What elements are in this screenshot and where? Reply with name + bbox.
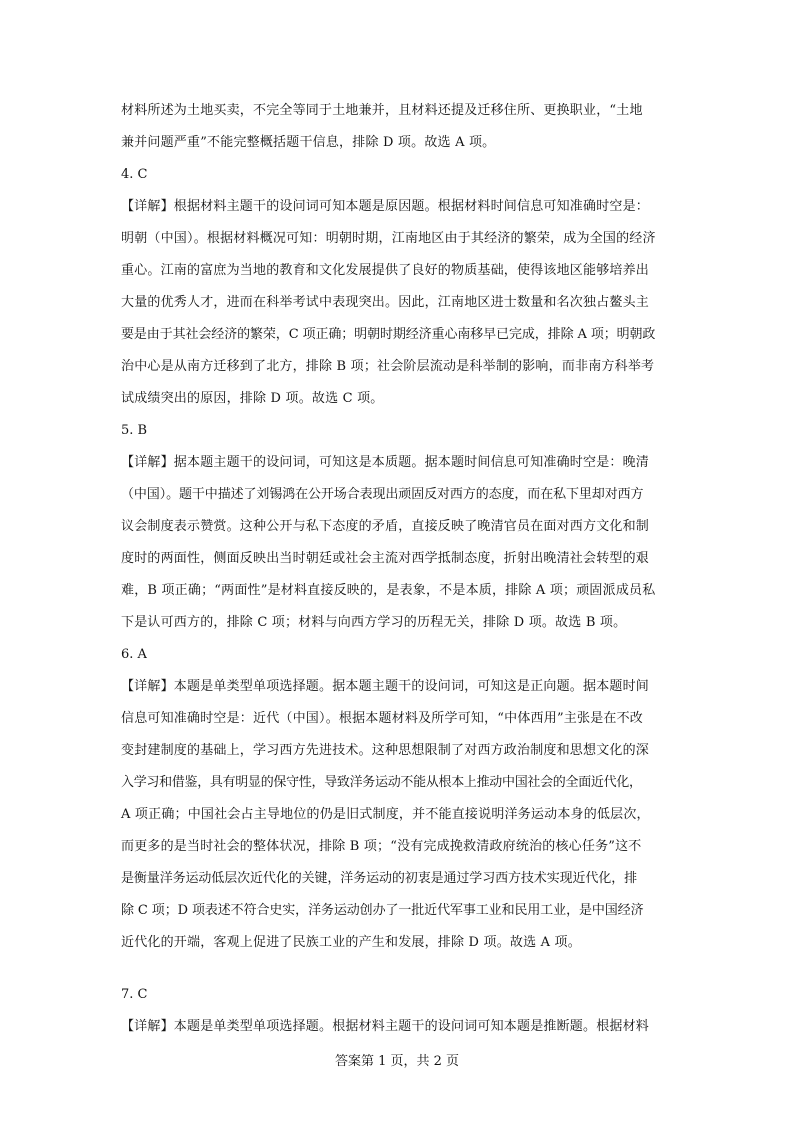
text-line: 试成绩突出的原因，排除 D 项。故选 C 项。 [121,391,384,406]
text-line: 难，B 项正确；“两面性”是材料直接反映的，是表象，不是本质，排除 A 项；顽固派成员私 [121,583,656,598]
text-line: 【详解】本题是单类型单项选择题。根据材料主题干的设问词可知本题是推断题。根据材料 [121,1019,650,1034]
text-line: 除 C 项；D 项表述不符合史实，洋务运动创办了一批近代军事工业和民用工业，是中国经济 [121,903,644,918]
answer-number: 4. C [121,167,148,182]
text-line: 【详解】据本题主题干的设问词，可知这是本质题。据本题时间信息可知准确时空是：晚清 [121,455,650,470]
text-line: 是衡量洋务运动低层次近代化的关键，洋务运动的初衷是通过学习西方技术实现近代化，排 [121,871,638,886]
text-line: 议会制度表示赞赏。这种公开与私下态度的矛盾，直接反映了晚清官员在面对西方文化和制 [121,519,650,534]
text-line: 而更多的是当时社会的整体状况，排除 B 项；“没有完成挽救清政府统治的核心任务”这不 [121,839,642,854]
answer-number: 6. A [121,647,147,662]
text-line: （中国）。题干中描述了刘锡鸿在公开场合表现出顽固反对西方的态度，而在私下里却对西方 [121,487,644,502]
answer-number: 7. C [121,987,148,1002]
text-line: 变封建制度的基础上，学习西方先进技术。这种思想限制了对西方政治制度和思想文化的深 [121,743,650,758]
text-line: A 项正确；中国社会占主导地位的仍是旧式制度，并不能直接说明洋务运动本身的低层次， [121,807,650,822]
text-line: 材料所述为土地买卖，不完全等同于土地兼并，且材料还提及迁移住所、更换职业，“土地 [121,103,643,118]
text-line: 兼并问题严重”不能完整概括题干信息，排除 D 项。故选 A 项。 [121,135,496,150]
text-line: 【详解】本题是单类型单项选择题。据本题主题干的设问词，可知这是正向题。据本题时间 [121,679,650,694]
text-line: 信息可知准确时空是：近代（中国）。根据本题材料及所学可知，“中体西用”主张是在不改 [121,711,643,726]
text-line: 大量的优秀人才，进而在科举考试中表现突出。因此，江南地区进士数量和名次独占鳌头主 [121,295,650,310]
text-line: 下是认可西方的，排除 C 项；材料与向西方学习的历程无关，排除 D 项。故选 B 项。 [121,615,627,630]
page-footer: 答案第 1 页，共 2 页 [334,1054,460,1069]
text-line: 近代化的开端，客观上促进了民族工业的产生和发展，排除 D 项。故选 A 项。 [121,935,581,950]
text-line: 治中心是从南方迁移到了北方，排除 B 项；社会阶层流动是科举制的影响，而非南方科举考 [121,359,655,374]
text-line: 重心。江南的富庶为当地的教育和文化发展提供了良好的物质基础，使得该地区能够培养出 [121,263,650,278]
text-line: 入学习和借鉴，具有明显的保守性，导致洋务运动不能从根本上推动中国社会的全面近代化， [121,775,642,790]
text-line: 度时的两面性，侧面反映出当时朝廷或社会主流对西学抵制态度，折射出晚清社会转型的艰 [121,551,650,566]
text-line: 要是由于其社会经济的繁荣，C 项正确；明朝时期经济重心南移早已完成，排除 A 项；明朝政 [121,327,656,342]
text-line: 明朝（中国）。根据材料概况可知：明朝时期，江南地区由于其经济的繁荣，成为全国的经济 [121,231,656,246]
text-line: 【详解】根据材料主题干的设问词可知本题是原因题。根据材料时间信息可知准确时空是： [121,199,650,214]
answer-number: 5. B [121,423,148,438]
